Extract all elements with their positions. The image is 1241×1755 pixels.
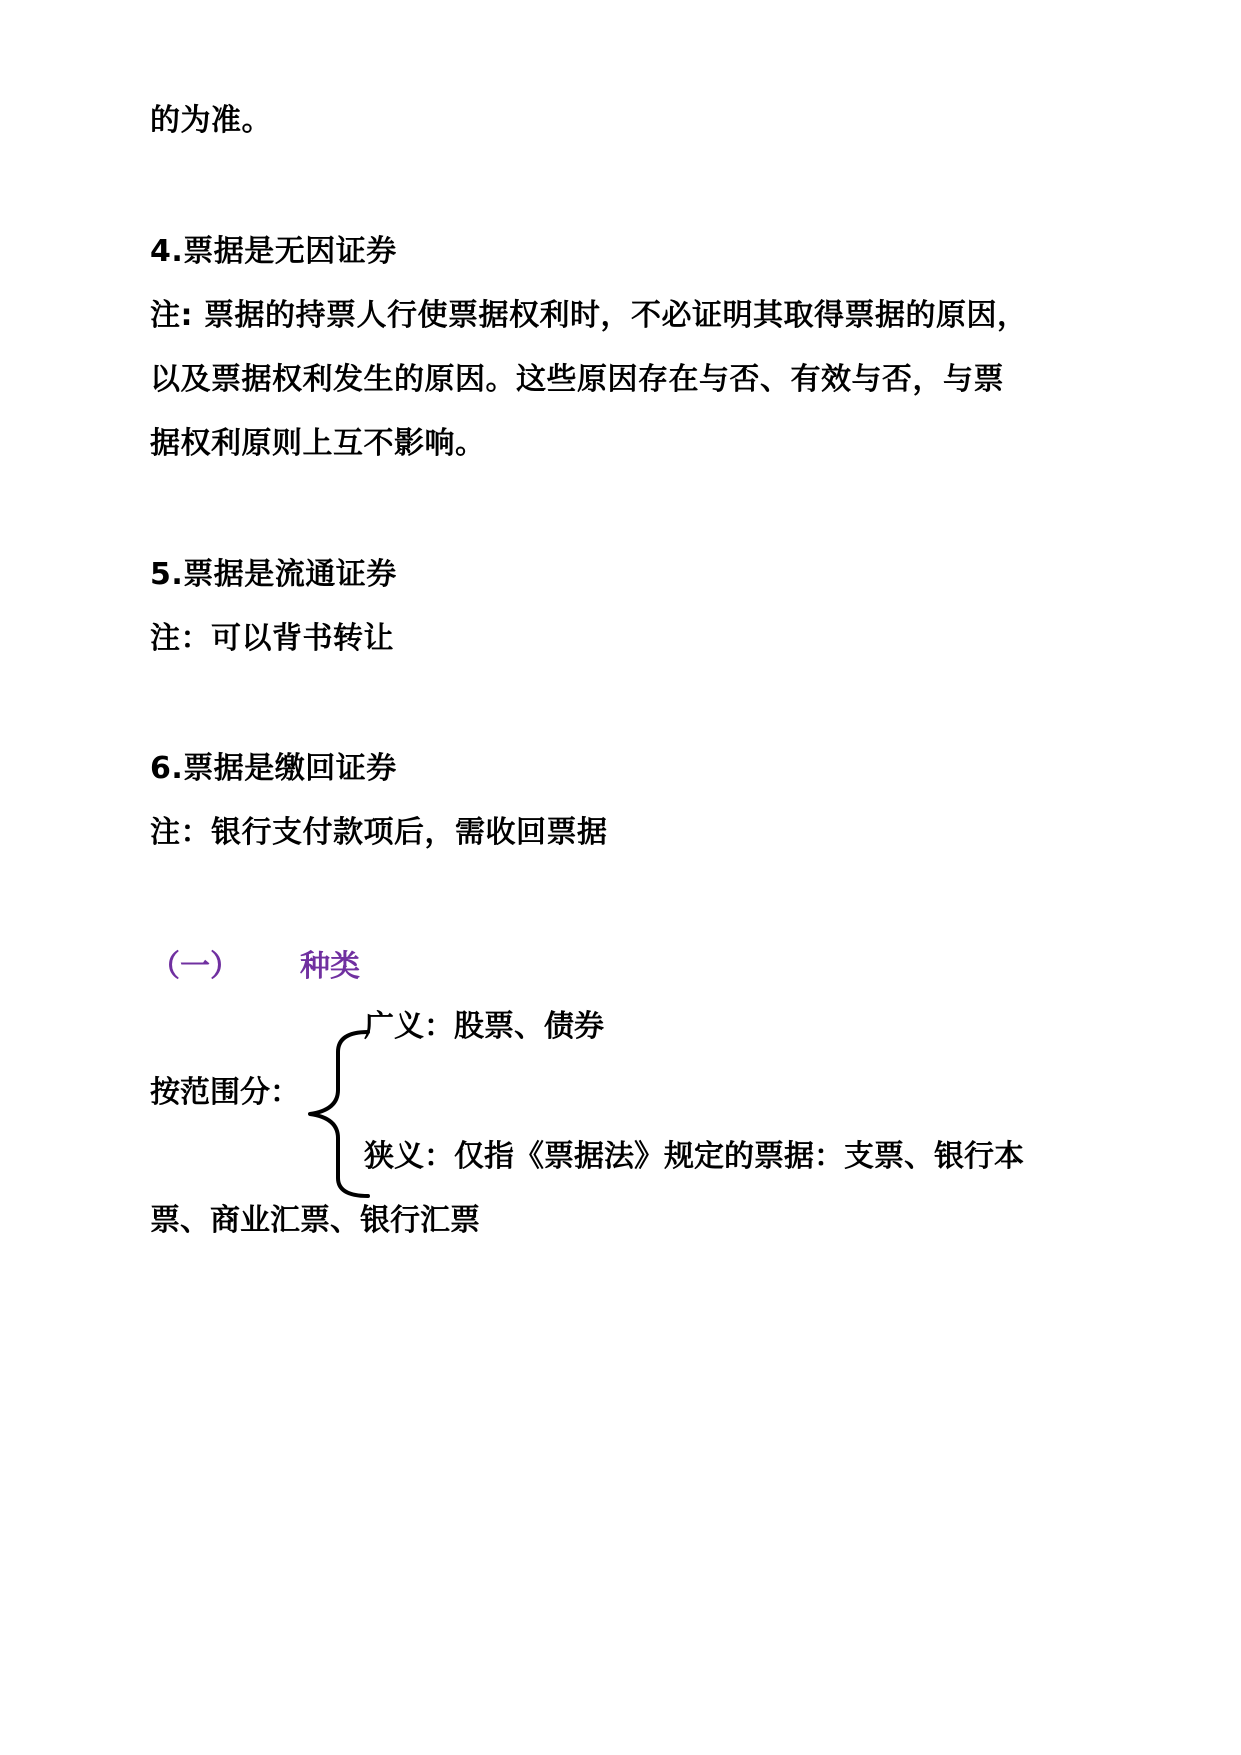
note-item-4-line-2: 以及票据权利发生的原因。这些原因存在与否、有效与否，与票	[150, 362, 1004, 397]
heading-item-6: 6.票据是缴回证券	[150, 751, 397, 786]
note-item-5: 注：可以背书转让	[150, 621, 394, 656]
section-title: 种类	[300, 949, 360, 984]
note-item-6: 注：银行支付款项后，需收回票据	[150, 815, 608, 850]
section-number: （一）	[150, 949, 240, 984]
curly-brace-icon	[302, 1028, 372, 1198]
heading-item-4: 4.票据是无因证券	[150, 234, 397, 269]
classification-label: 按范围分：	[150, 1075, 300, 1110]
note-item-4-line-1: 注: 票据的持票人行使票据权利时，不必证明其取得票据的原因，	[150, 298, 1028, 333]
note-item-4-line-3: 据权利原则上互不影响。	[150, 426, 486, 461]
narrow-definition-continued: 票、商业汇票、银行汇票	[150, 1203, 480, 1238]
heading-item-5: 5.票据是流通证券	[150, 557, 397, 592]
narrow-definition: 狭义：仅指《票据法》规定的票据：支票、银行本	[364, 1139, 1024, 1174]
paragraph-continuation: 的为准。	[150, 103, 272, 138]
broad-definition: 广义：股票、债券	[364, 1009, 604, 1044]
section-heading	[150, 947, 360, 987]
